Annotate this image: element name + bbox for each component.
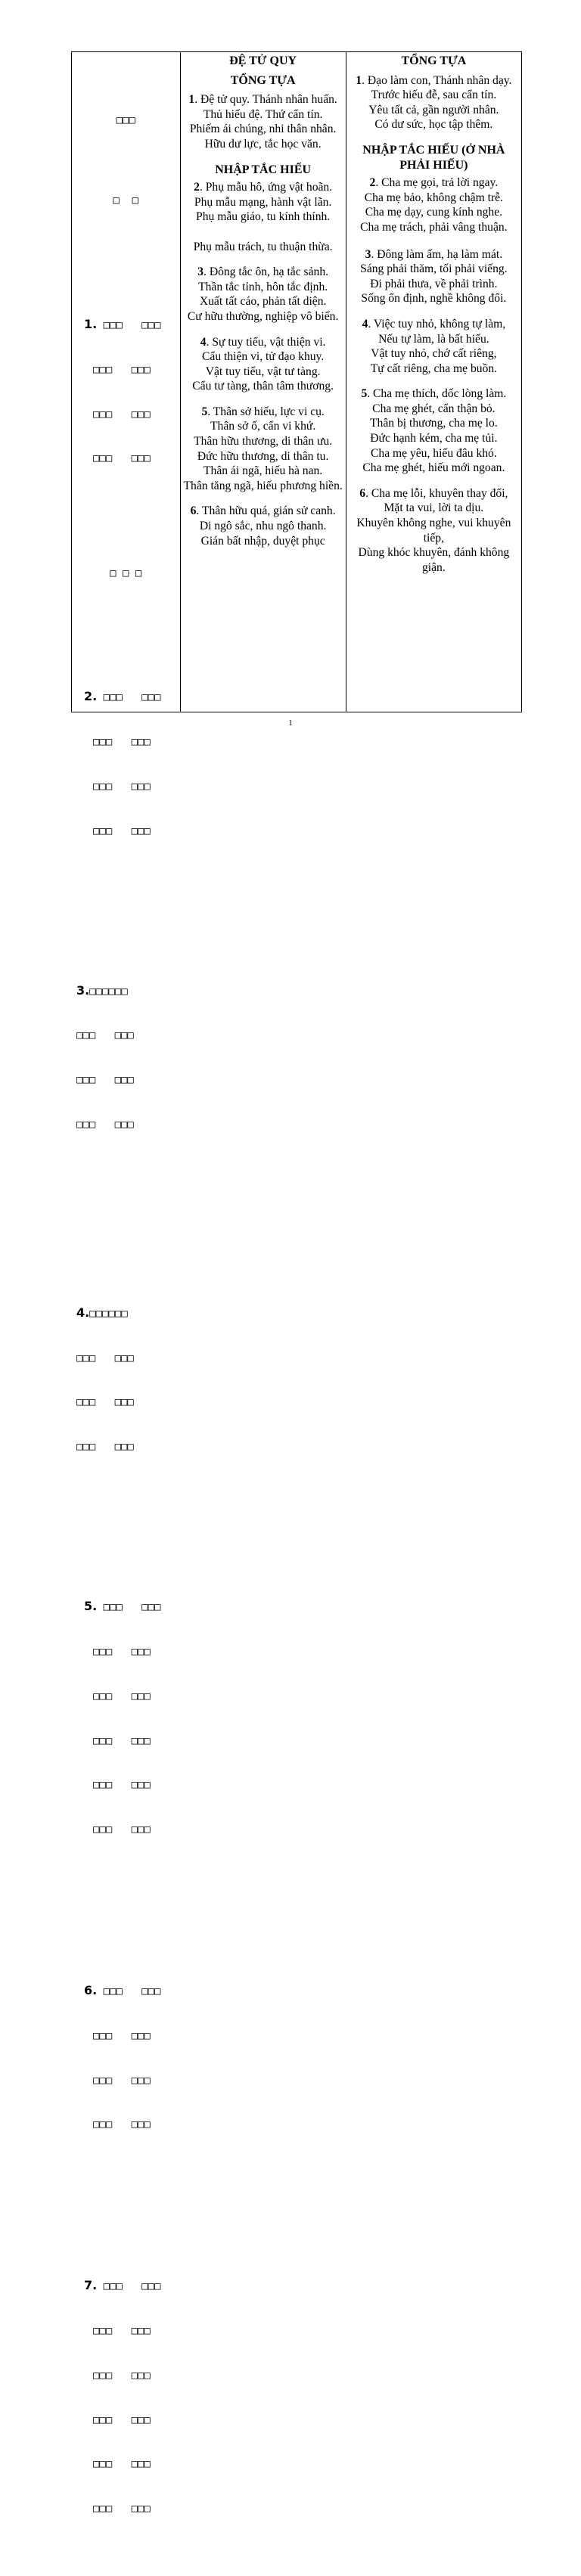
chinese-line: □□□ □□□ <box>76 1396 134 1409</box>
chinese-line: □□□ □□□ <box>76 1029 134 1042</box>
verse-1 <box>350 73 518 132</box>
verse-line: Nếu tự làm, là bất hiếu. <box>378 332 489 346</box>
verse-line: Cha mẹ yêu, hiếu đâu khó. <box>371 446 497 460</box>
verse-line: Phiếm ái chúng, nhi thân nhân. <box>189 123 337 136</box>
verse-line: Mặt ta vui, lời ta dịu. <box>384 501 484 515</box>
block-number: 4. <box>76 1305 90 1320</box>
verse-line: Thân hữu thương, di thân ưu. <box>194 435 333 448</box>
chinese-block-1 <box>72 287 180 496</box>
verse-3 <box>184 265 343 324</box>
verse-line: Cha mẹ dạy, cung kính nghe. <box>365 206 503 219</box>
chinese-subtitle: □ □ <box>113 194 139 207</box>
verse-line: . Thân sở hiếu, lực vi cụ. <box>207 405 325 418</box>
chinese-block-3 <box>72 953 180 1162</box>
verse-4 <box>184 335 343 394</box>
verse-line: Trước hiếu đễ, sau cẩn tín. <box>371 88 497 102</box>
verse-6 <box>350 486 518 576</box>
chinese-block-4 <box>72 1276 180 1485</box>
verse-line: Yêu tất cả, gần người nhân. <box>368 103 499 116</box>
chinese-line: □□□ □□□ <box>93 1645 151 1658</box>
verse-line: Cư hữu thường, nghiệp vô biến. <box>187 309 339 323</box>
verse-line: Cha mẹ bảo, không chậm trễ. <box>364 191 503 204</box>
verse-line: Thân ái ngã, hiếu hà nan. <box>204 464 323 478</box>
chinese-line: □□□ □□□ <box>93 363 151 376</box>
chinese-line: □□□ □□□ <box>93 736 151 749</box>
verse-number: 2 <box>194 181 200 194</box>
column-title: TỔNG TỰA <box>401 54 467 67</box>
block-number: 7. <box>84 2278 98 2293</box>
chinese-line: □□□ □□□ <box>93 1690 151 1702</box>
verse-5 <box>184 405 343 494</box>
chinese-section-label: □ □ □ <box>110 566 142 579</box>
chinese-line: □□□ □□□ <box>93 2118 151 2131</box>
chinese-line: □□□ □□□ <box>76 1352 134 1364</box>
verse-line: Sống ổn định, nghề không đổi. <box>361 292 507 306</box>
chinese-line: □□□ □□□ <box>93 452 151 465</box>
verse-number: 1 <box>188 93 195 107</box>
verse-line: Đi phải thưa, về phải trình. <box>370 277 498 290</box>
verse-line: Phụ mẫu mạng, hành vật lãn. <box>194 195 332 209</box>
verse-line: . Cha mẹ thích, dốc lòng làm. <box>367 387 507 401</box>
chinese-line: □□□ □□□ <box>76 1118 134 1131</box>
verse-line: Cha mẹ ghét, cẩn thận bỏ. <box>372 402 496 415</box>
chinese-title: □□□ <box>116 114 135 127</box>
verse-2 <box>184 180 343 254</box>
verse-line: Tự cất riêng, cha mẹ buồn. <box>370 362 498 375</box>
chinese-block-5 <box>72 1569 180 1867</box>
verse-6 <box>184 504 343 548</box>
verse-line: . Đông tắc ôn, hạ tắc sảnh. <box>204 265 329 279</box>
verse-line: Thân tăng ngã, hiếu phương hiền. <box>183 479 343 492</box>
chinese-line: □□□ □□□ <box>93 780 151 793</box>
block-number: 6. <box>84 1983 98 1998</box>
verse-line: . Đông làm ấm, hạ làm mát. <box>371 247 503 261</box>
verse-line: Gián bất nhập, duyệt phục <box>200 534 325 548</box>
chinese-line: □□□ □□□ <box>93 408 151 421</box>
chinese-line: □□□□□□ <box>89 985 128 998</box>
verse-number: 6 <box>190 504 197 518</box>
verse-line: . Cha mẹ gọi, trả lời ngay. <box>375 176 499 190</box>
chinese-line: □□□ □□□ <box>76 1074 134 1087</box>
verse-line: Cha mẹ ghét, hiếu mới ngoan. <box>362 461 505 475</box>
verse-line: Hữu dư lực, tắc học văn. <box>204 137 322 151</box>
chinese-line: □□□ □□□ <box>93 2369 151 2382</box>
verse-line: . Cha mẹ lỗi, khuyên thay đổi, <box>365 486 508 500</box>
verse-number: 3 <box>365 247 371 261</box>
verse-line: Vật tuy nhỏ, chớ cất riêng, <box>371 347 497 361</box>
verse-number: 5 <box>201 405 208 418</box>
block-number: 1. <box>84 317 98 332</box>
chinese-line: □□□ □□□ <box>103 691 161 704</box>
verse-4 <box>350 317 518 376</box>
chinese-line: □□□ □□□ <box>103 2280 161 2293</box>
verse-line: Khuyên không nghe, vui khuyên tiếp, <box>356 517 511 545</box>
transliteration-column <box>181 52 346 712</box>
verse-line: Thần tắc tỉnh, hôn tắc định. <box>198 280 328 293</box>
block-number: 5. <box>84 1599 98 1614</box>
section-heading-nhap-tac-hieu: NHẬP TẮC HIẾU <box>215 163 312 176</box>
verse-2 <box>350 175 518 234</box>
verse-number: 3 <box>197 265 204 279</box>
translation-column <box>346 52 521 712</box>
chinese-line: □□□ □□□ <box>103 1601 161 1614</box>
chinese-line: □□□ □□□ <box>93 1734 151 1747</box>
chinese-line: □□□ □□□ <box>93 2325 151 2338</box>
verse-number: 4 <box>200 335 207 349</box>
verse-line: Di ngô sắc, nhu ngô thanh. <box>199 520 327 533</box>
verse-line: . Phụ mẫu hô, ứng vật hoãn. <box>199 181 333 194</box>
chinese-line: □□□ □□□ <box>93 1823 151 1836</box>
verse-line: Cẩu tư tàng, thân tâm thương. <box>192 380 334 393</box>
verse-line <box>184 225 343 240</box>
verse-line: Vật tuy tiểu, vật tư tàng. <box>205 365 321 378</box>
verse-1 <box>184 92 343 151</box>
chinese-line: □□□ □□□ <box>93 1779 151 1792</box>
chinese-line: □□□ □□□ <box>103 1985 161 1998</box>
verse-number: 1 <box>356 73 362 87</box>
page-number: 1 <box>288 718 293 728</box>
verse-line: Đức hạnh kém, cha mẹ tủi. <box>370 432 498 445</box>
verse-line: . Đạo làm con, Thánh nhân dạy. <box>362 73 512 87</box>
column-title: ĐỆ TỬ QUY <box>229 54 297 67</box>
chinese-block-2 <box>72 660 180 868</box>
chinese-line: □□□ □□□ <box>93 2413 151 2426</box>
verse-line: Dùng khóc khuyên, đánh không giận. <box>358 546 510 574</box>
verse-number: 5 <box>361 387 368 401</box>
verse-line: Có dư sức, học tập thêm. <box>374 118 493 132</box>
verse-line: . Đệ tử quy. Thánh nhân huấn. <box>194 93 337 107</box>
verse-line: Đức hữu thương, di thân tu. <box>197 449 329 463</box>
chinese-block-7 <box>72 2249 180 2547</box>
chinese-line: □□□ □□□ <box>93 2029 151 2042</box>
chinese-line: □□□ □□□ <box>103 319 161 332</box>
verse-line: Sáng phải thăm, tối phải viếng. <box>360 262 508 276</box>
verse-line: Xuất tất cáo, phản tất diện. <box>199 295 327 309</box>
verse-number: 6 <box>359 486 366 500</box>
section-heading-tong-tua: TỔNG TỰA <box>230 73 296 87</box>
chinese-line: □□□ □□□ <box>93 2503 151 2515</box>
chinese-line: □□□ □□□ <box>93 824 151 837</box>
verse-line: . Việc tuy nhỏ, không tự làm, <box>368 317 506 331</box>
chinese-line: □□□□□□ <box>89 1307 128 1320</box>
chinese-line: □□□ □□□ <box>93 2458 151 2471</box>
chinese-line: □□□ □□□ <box>93 2074 151 2087</box>
verse-number: 2 <box>369 176 376 190</box>
verse-5 <box>350 386 518 476</box>
verse-line: Cẩu thiện vi, tử đạo khuy. <box>202 350 325 364</box>
section-heading-nhap-tac-hieu: NHẬP TẮC HIẾU (Ở NHÀ PHẢI HIẾU) <box>362 143 505 172</box>
verse-number: 4 <box>362 317 368 331</box>
verse-line: Thân sở ố, cẩn vi khứ. <box>210 420 316 433</box>
verse-line: Phụ mẫu trách, tu thuận thừa. <box>193 240 333 253</box>
verse-line: Phụ mẫu giáo, tu kính thính. <box>196 210 331 224</box>
chinese-column <box>72 52 181 2515</box>
verse-line: . Sự tuy tiểu, vật thiện vi. <box>206 335 326 349</box>
block-number: 3. <box>76 982 90 998</box>
verse-line: Thủ hiếu đệ. Thứ cẩn tín. <box>203 107 323 121</box>
document-table <box>71 51 522 2515</box>
chinese-block-6 <box>72 1954 180 2162</box>
verse-line: . Thân hữu quá, gián sử canh. <box>196 504 336 518</box>
chinese-line: □□□ □□□ <box>76 1441 134 1454</box>
verse-3 <box>350 247 518 306</box>
verse-line: Cha mẹ trách, phải vâng thuận. <box>360 220 508 234</box>
block-number: 2. <box>84 689 98 704</box>
verse-line: Thân bị thương, cha mẹ lo. <box>370 417 498 430</box>
